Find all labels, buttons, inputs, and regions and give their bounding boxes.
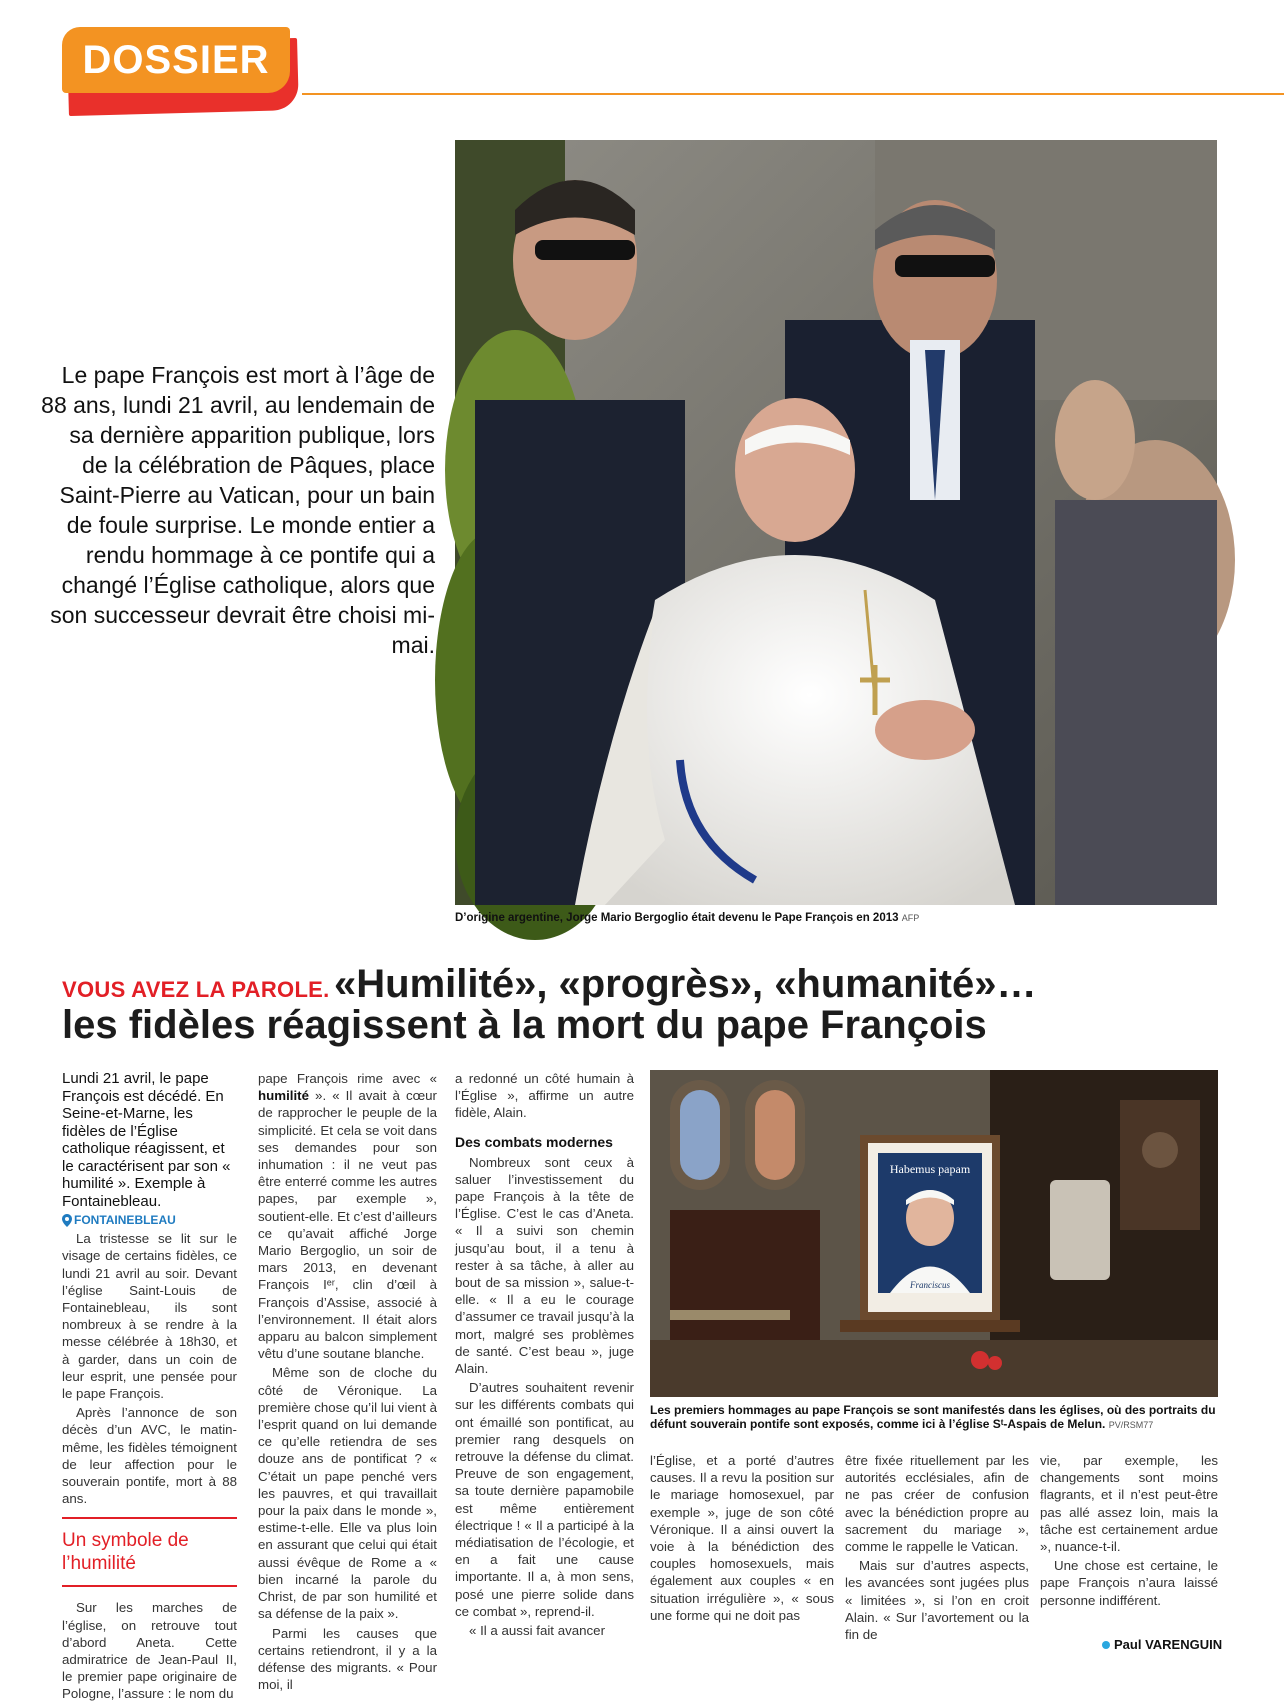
paragraph: Parmi les causes que certains retiendront, il y a la défense des migrants. « Pour moi, il (258, 1625, 437, 1693)
paragraph: a redonné un côté humain à l’Église », affirme un autre fidèle, Alain. (455, 1071, 634, 1121)
article-column-2 (258, 1070, 437, 1695)
header-rule (302, 93, 1284, 95)
church-photo-caption-text: Les premiers hommages au pape François se sont manifestés dans les églises, où des portraits du défunt souverain pontife sont exposés, comme ici à l’église Sᵗ-Aspais de Melun. (650, 1403, 1216, 1431)
article-column-6 (1040, 1452, 1218, 1611)
pope-photo-illustration (455, 140, 1217, 905)
pope-photo-caption-text: D’origine argentine, Jorge Mario Bergoglio était devenu le Pape François en 2013 (455, 912, 899, 924)
paragraph: Nombreux sont ceux à saluer l’investissement du pape François à la tête de l’Église. C’est le cas d’Aneta. « Il a suivi son chemin jusqu’au bout, il a tenu à rester à sa tâche, à aller au bout de sa mission », salue-t-elle. « Il a eu le courage d’assumer ce travail jusqu’à la mort, malgré ses problèmes de santé. C’est beau », juge Alain. (455, 1154, 634, 1377)
dateline (62, 1212, 237, 1229)
article-column-5 (845, 1452, 1029, 1645)
church-photo-caption (650, 1403, 1218, 1432)
paragraph: vie, par exemple, les changements sont moins flagrants, et il n’est peut-être pas allé assez loin, mais la tâche est certainement ardue », nuance-t-il. (1040, 1453, 1218, 1555)
paragraph: « Il a aussi fait avancer (469, 1623, 605, 1639)
paragraph: Une chose est certaine, le pape François n’aura laissé personne indifférent. (1040, 1558, 1218, 1608)
paragraph-emphasis: humilité (258, 1088, 309, 1104)
article-column-4 (650, 1452, 834, 1626)
paragraph: être fixée rituellement par les autorités ecclésiales, afin de ne pas créer de confusion avec la bénédiction propre au sacrement du mariage », comme le rappelle le Vatican. (845, 1453, 1029, 1555)
dateline-place: FONTAINEBLEAU (74, 1213, 176, 1227)
paragraph: D’autres souhaitent revenir sur les différents combats qui ont émaillé son pontificat, au premier rang desquels on retrouve la défense du climat. Preuve de son engagement, sa toute dernière papamobile est même entièrement électrique ! « Il a participé à la médiatisation de l’écologie, et en a fait une cause importante. Il a, à mon sens, posé une pierre solide dans ce combat », reprend-il. (455, 1380, 634, 1619)
headline-line2: les fidèles réagissent à la mort du pape François (62, 1003, 987, 1047)
paragraph: Mais sur d’autres aspects, les avancées sont jugées plus « limitées », si l’on en croit Alain. « Sur l’avortement ou la fin de (845, 1558, 1029, 1643)
headline (62, 962, 1222, 1048)
frame-title: Habemus papam (889, 1162, 971, 1176)
author-name: Paul VARENGUIN (1114, 1637, 1223, 1652)
church-photo (650, 1070, 1218, 1397)
paragraph: Même son de cloche du côté de Véronique. La première chose qu’il lui vient à l’esprit quand on lui demande ce qu’elle retiendra de ses douze ans de pontificat ? « C’était un pape penché vers les pauvres, et qui travaillait pour la paix dans le monde », estime-t-elle. Elle va plus loin en assurant que celui qui était aussi évêque de Rome a « bien incarné la parole du Christ, de par son humilité et sa défense de la paix ». (258, 1365, 437, 1622)
location-pin-icon (62, 1214, 72, 1227)
paragraph: Après l’annonce de son décès d’un AVC, le matin-même, les fidèles témoignent de leur affection pour le souverain pontife, mort à 88 ans. (62, 1405, 237, 1507)
paragraph-part: ». « Il avait à cœur de rapprocher le peuple de la simplicité. Et cela se voit dans ses demandes pour son inhumation : il ne veut pas être enterré comme les autres papes, par exemple », soutient-elle. Et c’est d’ailleurs ce qu’avait affiché Jorge Mario Bergoglio, un soir de mars 2013, en devenant François Iᵉʳ, clin d’œil à François d’Assise, associé à l’environnement. Il était alors apparu au balcon simplement vêtu d’une soutane blanche. (258, 1088, 437, 1362)
section-tag (62, 27, 302, 119)
paragraph (258, 1070, 437, 1362)
paragraph: La tristesse se lit sur le visage de certains fidèles, ce lundi 21 avril au soir. Devant l’église Saint-Louis de Fontainebleau, ils sont nombreux à se rendre à la messe célébrée à 18h30, et à garder, dans un coin de leur esprit, une pensée pour le pape François. (62, 1231, 237, 1402)
paragraph-part: pape François rime avec « (258, 1071, 437, 1086)
paragraph: Sur les marches de l’église, on retrouve tout d’abord Aneta. Cette admiratrice de Jean-Paul II, le premier pape originaire de Pologne, l’assure : le nom du (62, 1600, 237, 1702)
church-photo-credit: PV/RSM77 (1108, 1420, 1154, 1430)
church-photo-illustration (650, 1070, 1218, 1397)
article-chapo: Lundi 21 avril, le pape François est décédé. En Seine-et-Marne, les fidèles de l’Église catholique réagissent, et le caractérisent par son « humilité ». Exemple à Fontainebleau. (62, 1070, 231, 1210)
headline-line1: «Humilité», «progrès», «humanité»… (334, 962, 1037, 1006)
paragraph: l’Église, et a porté d’autres causes. Il a revu la position sur le mariage homosexuel, par exemple », juge de son côté Véronique. Il a ainsi ouvert la voie à la bénédiction des couples homosexuels, mais également aux couples « en situation irrégulière », « sous une forme qui ne doit pas (650, 1453, 834, 1623)
subhead-modern-fights: Des combats modernes (455, 1133, 613, 1150)
article-column-1 (62, 1070, 237, 1705)
section-tag-label: DOSSIER (62, 27, 290, 93)
lead-text: Le pape François est mort à l’âge de 88 ans, lundi 21 avril, au lendemain de sa dernière apparition publique, lors de la célébration de Pâques, place Saint-Pierre au Vatican, pour un bain de foule surprise. Le monde entier a rendu hommage à ce pontife qui a changé l’Église catholique, alors que son successeur devrait être choisi mi-mai. (41, 362, 435, 658)
author-signature (1102, 1637, 1222, 1652)
headline-kicker: VOUS AVEZ LA PAROLE. (62, 977, 330, 1002)
bullet-dot-icon (1102, 1641, 1110, 1649)
article-column-3 (455, 1070, 634, 1641)
pope-photo (455, 140, 1217, 905)
pope-photo-credit: AFP (901, 913, 920, 923)
pope-photo-caption (455, 912, 1217, 924)
frame-signature: Franciscus (910, 1280, 950, 1290)
subhead-humility: Un symbole de l’humilité (62, 1517, 237, 1587)
